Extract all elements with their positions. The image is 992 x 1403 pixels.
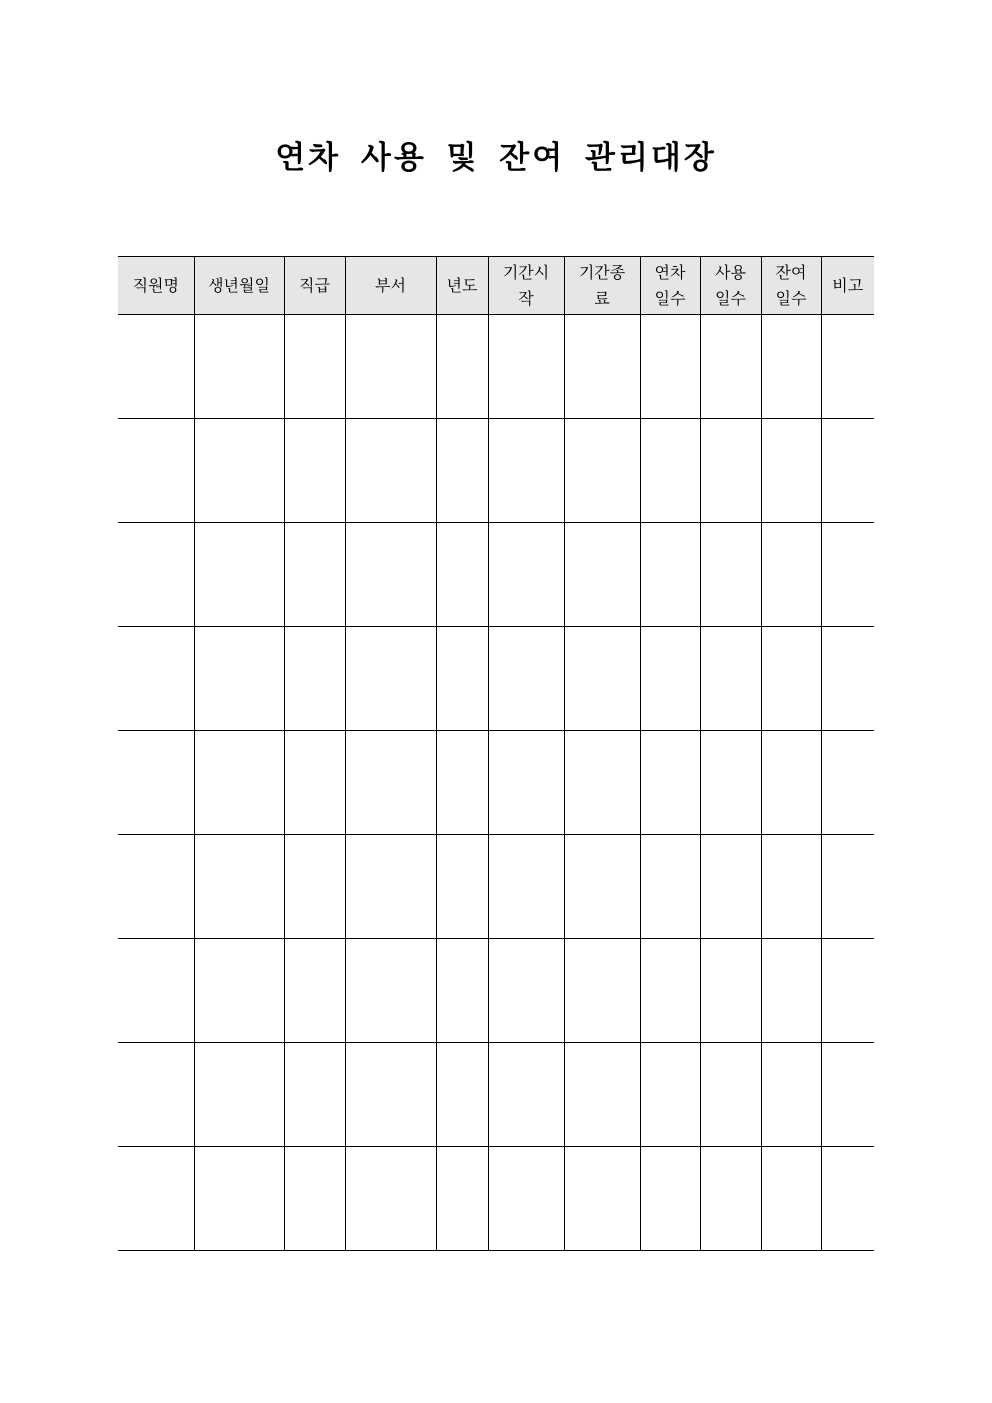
header-employee-name: 직원명 (118, 257, 194, 315)
table-cell[interactable] (640, 835, 700, 939)
table-cell[interactable] (345, 315, 436, 419)
table-cell[interactable] (700, 731, 761, 835)
table-cell[interactable] (194, 731, 284, 835)
table-cell[interactable] (821, 315, 874, 419)
table-cell[interactable] (700, 939, 761, 1043)
table-cell[interactable] (640, 731, 700, 835)
table-row (118, 523, 874, 627)
table-cell[interactable] (700, 1043, 761, 1147)
table-cell[interactable] (640, 523, 700, 627)
table-cell[interactable] (284, 523, 345, 627)
table-cell[interactable] (284, 1147, 345, 1251)
table-cell[interactable] (564, 835, 640, 939)
table-row (118, 627, 874, 731)
table-cell[interactable] (761, 1147, 821, 1251)
table-cell[interactable] (118, 315, 194, 419)
table-cell[interactable] (345, 1147, 436, 1251)
table-cell[interactable] (194, 627, 284, 731)
table-cell[interactable] (488, 731, 564, 835)
leave-ledger-table (118, 256, 874, 1251)
table-cell[interactable] (761, 419, 821, 523)
table-cell[interactable] (700, 627, 761, 731)
table-cell[interactable] (436, 1043, 488, 1147)
header-position: 직급 (284, 257, 345, 315)
table-cell[interactable] (436, 315, 488, 419)
table-cell[interactable] (284, 731, 345, 835)
table-cell[interactable] (284, 939, 345, 1043)
table-row (118, 1147, 874, 1251)
table-cell[interactable] (194, 939, 284, 1043)
table-row (118, 315, 874, 419)
header-birth-date: 생년월일 (194, 257, 284, 315)
table-body (118, 315, 874, 1251)
table-cell[interactable] (284, 315, 345, 419)
table-cell[interactable] (821, 835, 874, 939)
table-cell[interactable] (761, 835, 821, 939)
table-cell[interactable] (640, 315, 700, 419)
table-cell[interactable] (436, 627, 488, 731)
header-used-days: 사용 일수 (700, 257, 761, 315)
table-cell[interactable] (488, 835, 564, 939)
table-cell[interactable] (821, 731, 874, 835)
table-cell[interactable] (345, 731, 436, 835)
table-cell[interactable] (761, 315, 821, 419)
table-cell[interactable] (700, 835, 761, 939)
table-cell[interactable] (821, 1043, 874, 1147)
table-cell[interactable] (564, 1043, 640, 1147)
table-row (118, 835, 874, 939)
table-cell[interactable] (436, 1147, 488, 1251)
header-remaining-days: 잔여 일수 (761, 257, 821, 315)
table-cell[interactable] (488, 1043, 564, 1147)
table-cell[interactable] (436, 419, 488, 523)
table-cell[interactable] (700, 1147, 761, 1251)
table-cell[interactable] (761, 731, 821, 835)
table-cell[interactable] (436, 731, 488, 835)
table-cell[interactable] (821, 419, 874, 523)
header-department: 부서 (345, 257, 436, 315)
table-cell[interactable] (436, 835, 488, 939)
table-cell[interactable] (345, 419, 436, 523)
table-cell[interactable] (564, 939, 640, 1043)
table-cell[interactable] (436, 523, 488, 627)
table-cell[interactable] (284, 835, 345, 939)
table-cell[interactable] (194, 1043, 284, 1147)
table-cell[interactable] (700, 315, 761, 419)
table-cell[interactable] (640, 419, 700, 523)
table-row (118, 731, 874, 835)
table-cell[interactable] (118, 1147, 194, 1251)
table-cell[interactable] (700, 523, 761, 627)
table-cell[interactable] (488, 939, 564, 1043)
table-cell[interactable] (488, 315, 564, 419)
table-cell[interactable] (284, 419, 345, 523)
table-cell[interactable] (118, 1043, 194, 1147)
table-cell[interactable] (118, 731, 194, 835)
table-cell[interactable] (564, 419, 640, 523)
table-cell[interactable] (345, 1043, 436, 1147)
table-header-row (118, 257, 874, 315)
table-cell[interactable] (761, 1043, 821, 1147)
table-cell[interactable] (640, 1043, 700, 1147)
table-cell[interactable] (194, 419, 284, 523)
header-period-end: 기간종 료 (564, 257, 640, 315)
table-cell[interactable] (564, 1147, 640, 1251)
table-cell[interactable] (284, 1043, 345, 1147)
table-cell[interactable] (345, 835, 436, 939)
table-cell[interactable] (761, 523, 821, 627)
table-cell[interactable] (488, 419, 564, 523)
table-cell[interactable] (564, 523, 640, 627)
table-cell[interactable] (564, 731, 640, 835)
table-cell[interactable] (564, 627, 640, 731)
table-cell[interactable] (640, 627, 700, 731)
table-row (118, 419, 874, 523)
table-cell[interactable] (194, 1147, 284, 1251)
table-cell[interactable] (821, 1147, 874, 1251)
header-year: 년도 (436, 257, 488, 315)
table-cell[interactable] (345, 627, 436, 731)
table-cell[interactable] (284, 627, 345, 731)
table-cell[interactable] (194, 523, 284, 627)
page-title: 연차 사용 및 잔여 관리대장 (275, 140, 717, 176)
table-row (118, 1043, 874, 1147)
table-cell[interactable] (194, 835, 284, 939)
table-row (118, 939, 874, 1043)
table-cell[interactable] (488, 523, 564, 627)
table-cell[interactable] (821, 523, 874, 627)
table-cell[interactable] (118, 835, 194, 939)
table-cell[interactable] (194, 315, 284, 419)
header-annual-leave-days: 연차 일수 (640, 257, 700, 315)
table-cell[interactable] (488, 627, 564, 731)
table-cell[interactable] (821, 939, 874, 1043)
table-cell[interactable] (118, 523, 194, 627)
table-cell[interactable] (436, 939, 488, 1043)
header-remarks: 비고 (821, 257, 874, 315)
table-cell[interactable] (118, 627, 194, 731)
table-cell[interactable] (345, 939, 436, 1043)
table-cell[interactable] (640, 1147, 700, 1251)
table-cell[interactable] (118, 939, 194, 1043)
header-period-start: 기간시 작 (488, 257, 564, 315)
table-cell[interactable] (700, 419, 761, 523)
table-cell[interactable] (488, 1147, 564, 1251)
table-cell[interactable] (640, 939, 700, 1043)
table-cell[interactable] (821, 627, 874, 731)
table-cell[interactable] (118, 419, 194, 523)
table-cell[interactable] (761, 627, 821, 731)
table-cell[interactable] (564, 315, 640, 419)
table-cell[interactable] (761, 939, 821, 1043)
table-cell[interactable] (345, 523, 436, 627)
